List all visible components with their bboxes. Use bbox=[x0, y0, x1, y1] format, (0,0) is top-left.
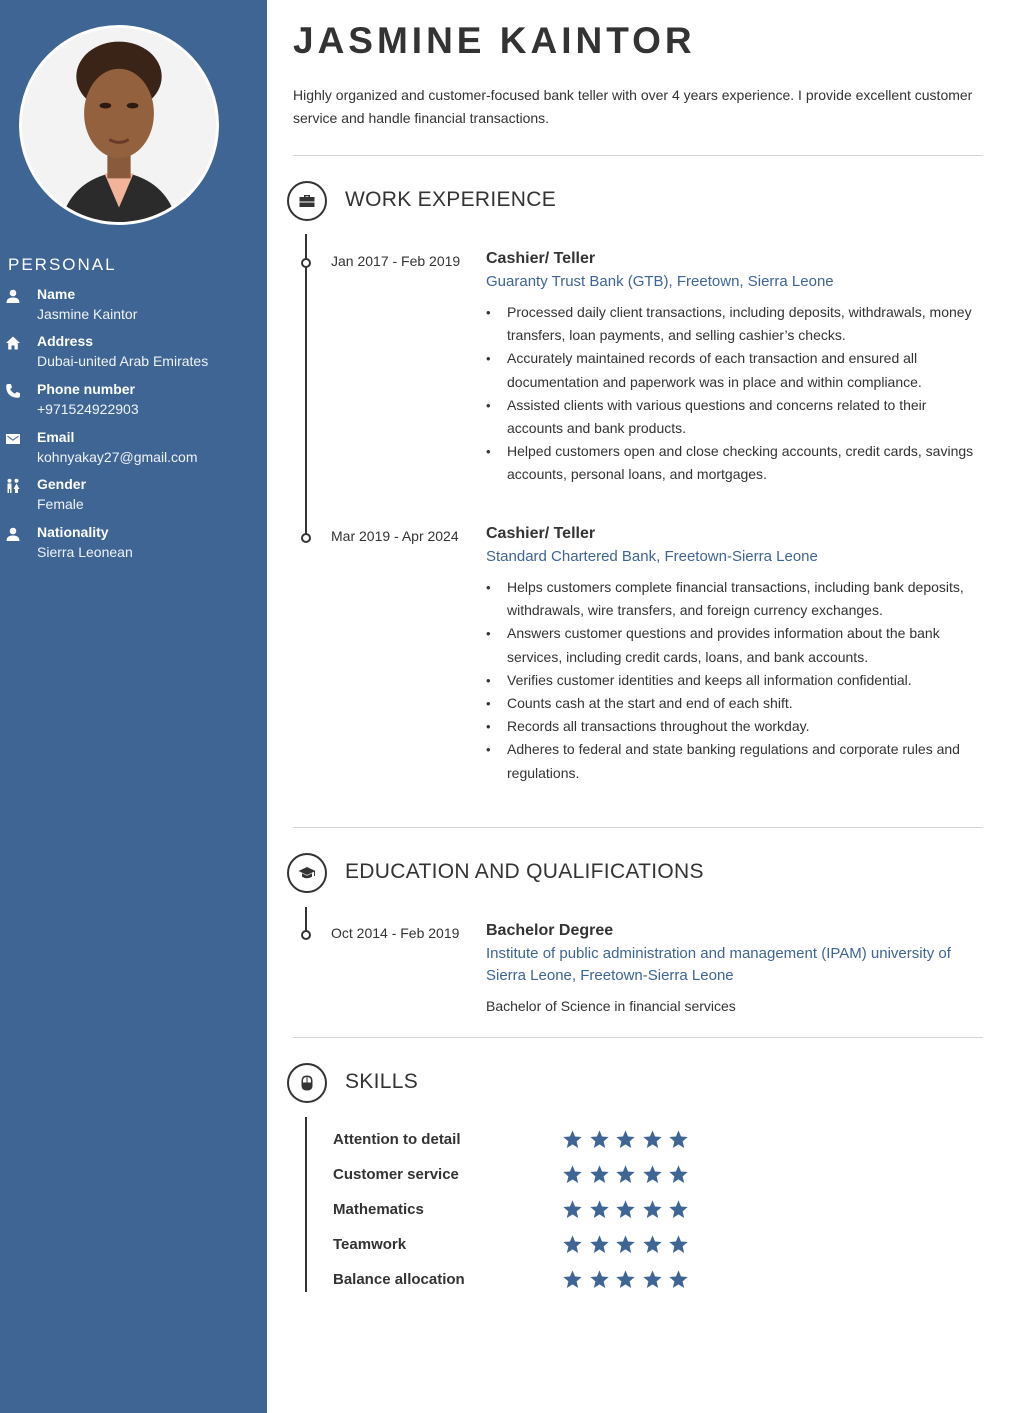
duty-item: • Helped customers open and close checking accounts, credit cards, savings accounts, personal loans, and mortgages. bbox=[486, 440, 981, 486]
star-filled-icon bbox=[615, 1234, 636, 1255]
personal-label: Gender bbox=[37, 476, 87, 492]
briefcase-icon bbox=[287, 181, 327, 221]
star-filled-icon bbox=[589, 1199, 610, 1220]
star-filled-icon bbox=[615, 1199, 636, 1220]
star-filled-icon bbox=[642, 1269, 663, 1290]
education-title: EDUCATION AND QUALIFICATIONS bbox=[345, 860, 704, 883]
star-filled-icon bbox=[562, 1234, 583, 1255]
star-filled-icon bbox=[615, 1269, 636, 1290]
personal-title: PERSONAL bbox=[8, 255, 117, 274]
skill-row bbox=[333, 1164, 733, 1188]
personal-label: Nationality bbox=[37, 524, 109, 540]
institution: Institute of public administration and management (IPAM) university of Sierra Leone, Freetown-Sierra Leone bbox=[486, 945, 951, 984]
mouse-icon bbox=[287, 1063, 327, 1103]
graduation-cap-icon bbox=[287, 853, 327, 893]
star-filled-icon bbox=[615, 1129, 636, 1150]
work-experience-title: WORK EXPERIENCE bbox=[345, 188, 557, 211]
personal-label: Email bbox=[37, 429, 75, 445]
person-icon bbox=[5, 526, 21, 542]
section-divider bbox=[293, 155, 983, 156]
timeline-line bbox=[305, 234, 307, 538]
star-filled-icon bbox=[642, 1199, 663, 1220]
job-duties bbox=[486, 576, 981, 785]
duty-item: • Answers customer questions and provides information about the bank services, including credit cards, loans, and bank accounts. bbox=[486, 622, 981, 668]
sidebar bbox=[0, 0, 267, 1413]
section-divider bbox=[293, 1037, 983, 1038]
job-title: Cashier/ Teller bbox=[486, 250, 596, 267]
skill-row bbox=[333, 1129, 733, 1153]
skill-row bbox=[333, 1269, 733, 1293]
star-filled-icon bbox=[668, 1199, 689, 1220]
timeline-line bbox=[305, 1117, 307, 1292]
skill-name: Attention to detail bbox=[333, 1131, 461, 1148]
personal-label: Name bbox=[37, 286, 76, 302]
gender-icon bbox=[5, 478, 21, 494]
timeline-dot bbox=[301, 930, 311, 940]
skills-title: SKILLS bbox=[345, 1070, 419, 1093]
job-employer: Standard Chartered Bank, Freetown-Sierra Leone bbox=[486, 548, 818, 565]
job-duties bbox=[486, 301, 981, 487]
star-filled-icon bbox=[562, 1164, 583, 1185]
duty-item: • Assisted clients with various questions and concerns related to their accounts and bank products. bbox=[486, 394, 981, 440]
star-filled-icon bbox=[589, 1234, 610, 1255]
personal-label: Address bbox=[37, 333, 94, 349]
duty-item: • Verifies customer identities and keeps all information confidential. bbox=[486, 669, 981, 692]
star-filled-icon bbox=[642, 1129, 663, 1150]
duty-item: • Accurately maintained records of each transaction and ensured all documentation and paperwork was in place and within compliance. bbox=[486, 347, 981, 393]
star-filled-icon bbox=[642, 1234, 663, 1255]
star-filled-icon bbox=[562, 1199, 583, 1220]
personal-value: +971524922903 bbox=[37, 401, 139, 417]
phone-icon bbox=[5, 383, 21, 399]
job-title: Cashier/ Teller bbox=[486, 525, 596, 542]
degree-description: Bachelor of Science in financial services bbox=[486, 998, 736, 1014]
skill-row bbox=[333, 1234, 733, 1258]
personal-value: Female bbox=[37, 496, 84, 512]
timeline-dot bbox=[301, 533, 311, 543]
star-filled-icon bbox=[668, 1129, 689, 1150]
star-filled-icon bbox=[562, 1269, 583, 1290]
job-date: Jan 2017 - Feb 2019 bbox=[331, 253, 461, 269]
star-filled-icon bbox=[668, 1234, 689, 1255]
duty-item: • Records all transactions throughout the workday. bbox=[486, 715, 981, 738]
personal-value: Dubai-united Arab Emirates bbox=[37, 353, 209, 369]
personal-value: kohnyakay27@gmail.com bbox=[37, 449, 198, 465]
skill-row bbox=[333, 1199, 733, 1223]
person-icon bbox=[5, 288, 21, 304]
skill-name: Teamwork bbox=[333, 1236, 407, 1253]
degree-title: Bachelor Degree bbox=[486, 922, 614, 939]
duty-item: • Helps customers complete financial transactions, including bank deposits, withdrawals, wire transfers, and foreign currency exchanges. bbox=[486, 576, 981, 622]
profile-summary: Highly organized and customer-focused bank teller with over 4 years experience. I provide excellent customer service and handle financial transactions. bbox=[293, 87, 973, 126]
duty-item: • Counts cash at the start and end of each shift. bbox=[486, 692, 981, 715]
personal-value: Sierra Leonean bbox=[37, 544, 133, 560]
personal-label: Phone number bbox=[37, 381, 136, 397]
job-date: Mar 2019 - Apr 2024 bbox=[331, 528, 459, 544]
skill-name: Balance allocation bbox=[333, 1271, 465, 1288]
star-filled-icon bbox=[589, 1129, 610, 1150]
candidate-name: JASMINE KAINTOR bbox=[293, 20, 696, 61]
timeline-dot bbox=[301, 258, 311, 268]
star-filled-icon bbox=[615, 1164, 636, 1185]
profile-photo bbox=[19, 25, 219, 225]
section-divider bbox=[293, 827, 983, 828]
star-filled-icon bbox=[668, 1164, 689, 1185]
profile-photo-image bbox=[22, 28, 216, 222]
duty-item: • Adheres to federal and state banking regulations and corporate rules and regulations. bbox=[486, 738, 981, 784]
job-employer: Guaranty Trust Bank (GTB), Freetown, Sierra Leone bbox=[486, 273, 834, 290]
skill-name: Customer service bbox=[333, 1166, 459, 1183]
main-content bbox=[267, 0, 1009, 1413]
personal-value: Jasmine Kaintor bbox=[37, 306, 138, 322]
star-filled-icon bbox=[668, 1269, 689, 1290]
star-filled-icon bbox=[589, 1269, 610, 1290]
star-filled-icon bbox=[642, 1164, 663, 1185]
home-icon bbox=[5, 335, 21, 351]
envelope-icon bbox=[5, 431, 21, 447]
duty-item: • Processed daily client transactions, including deposits, withdrawals, money transfers, loan payments, and selling cashier’s checks. bbox=[486, 301, 981, 347]
education-date: Oct 2014 - Feb 2019 bbox=[331, 925, 460, 941]
star-filled-icon bbox=[589, 1164, 610, 1185]
star-filled-icon bbox=[562, 1129, 583, 1150]
skill-name: Mathematics bbox=[333, 1201, 424, 1218]
